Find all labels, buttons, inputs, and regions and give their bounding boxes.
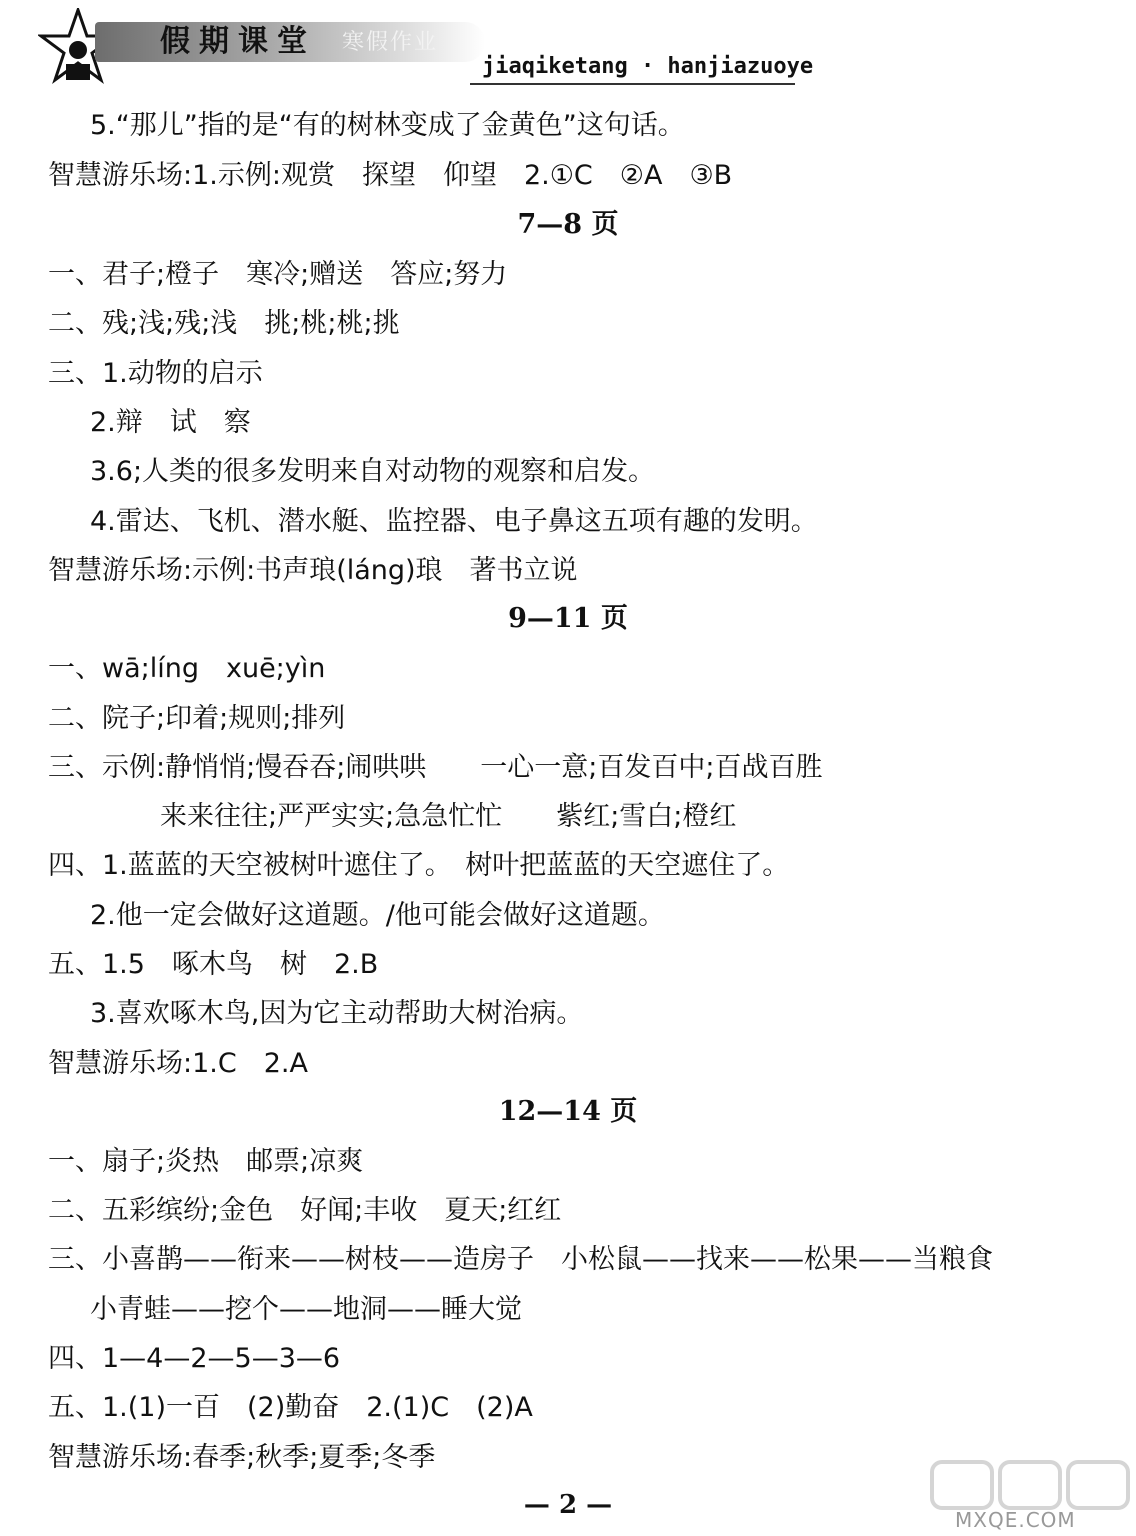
- page-header: [0, 0, 1136, 92]
- answer-line: 一、扇子;炎热 邮票;凉爽: [48, 1146, 364, 1177]
- answer-line: 2.他一定会做好这道题。/他可能会做好这道题。: [90, 900, 665, 931]
- header-subtitle: 寒假作业: [342, 30, 439, 55]
- answer-line: 三、示例:静悄悄;慢吞吞;闹哄哄 一心一意;百发百中;百战百胜: [48, 752, 823, 783]
- answer-line: 四、1.蓝蓝的天空被树叶遮住了。 树叶把蓝蓝的天空遮住了。: [48, 850, 790, 881]
- answer-line: 来来往往;严严实实;急急忙忙 紫红;雪白;橙红: [160, 801, 737, 832]
- answer-line: 三、小喜鹊——衔来——树枝——造房子 小松鼠——找来——松果——当粮食: [48, 1244, 993, 1275]
- answer-line: 二、残;浅;残;浅 挑;桃;桃;挑: [48, 308, 400, 339]
- answer-line: 4.雷达、飞机、潜水艇、监控器、电子鼻这五项有趣的发明。: [90, 506, 818, 537]
- answer-line: 二、院子;印着;规则;排列: [48, 703, 346, 734]
- section-heading: 12—14 页: [498, 1096, 638, 1127]
- answer-line: 智慧游乐场:春季;秋季;夏季;冬季: [48, 1442, 436, 1473]
- answer-line: 二、五彩缤纷;金色 好闻;丰收 夏天;红红: [48, 1195, 562, 1226]
- answer-line: 五、1.(1)一百 (2)勤奋 2.(1)C (2)A: [48, 1392, 533, 1423]
- answer-line: 3.喜欢啄木鸟,因为它主动帮助大树治病。: [90, 998, 584, 1029]
- header-rule: [470, 83, 795, 85]
- answer-line: 小青蛙——挖个——地洞——睡大觉: [90, 1294, 522, 1325]
- answer-line: 一、wā;líng xuē;yìn: [48, 653, 326, 684]
- answer-line: 5.“那儿”指的是“有的树林变成了金黄色”这句话。: [90, 110, 685, 141]
- section-heading: 9—11 页: [508, 603, 628, 634]
- answer-line: 智慧游乐场:1.示例:观赏 探望 仰望 2.①C ②A ③B: [48, 160, 733, 191]
- answer-line: 2.辩 试 察: [90, 407, 251, 438]
- header-pinyin: jiaqiketang · hanjiazuoye: [482, 54, 814, 79]
- section-heading: 7—8 页: [517, 209, 619, 240]
- header-title: 假期课堂: [160, 24, 316, 59]
- answer-line: 三、1.动物的启示: [48, 358, 263, 389]
- answer-line: 四、1—4—2—5—3—6: [48, 1343, 341, 1374]
- answer-line: 一、君子;橙子 寒冷;赠送 答应;努力: [48, 259, 508, 290]
- answer-line: 智慧游乐场:1.C 2.A: [48, 1048, 308, 1079]
- answer-line: 智慧游乐场:示例:书声琅(láng)琅 著书立说: [48, 555, 578, 586]
- answer-line: 3.6;人类的很多发明来自对动物的观察和启发。: [90, 456, 656, 487]
- page-number: — 2 —: [523, 1490, 613, 1520]
- answer-line: 五、1.5 啄木鸟 树 2.B: [48, 949, 379, 980]
- watermark-text: MXQE.COM: [955, 1508, 1076, 1532]
